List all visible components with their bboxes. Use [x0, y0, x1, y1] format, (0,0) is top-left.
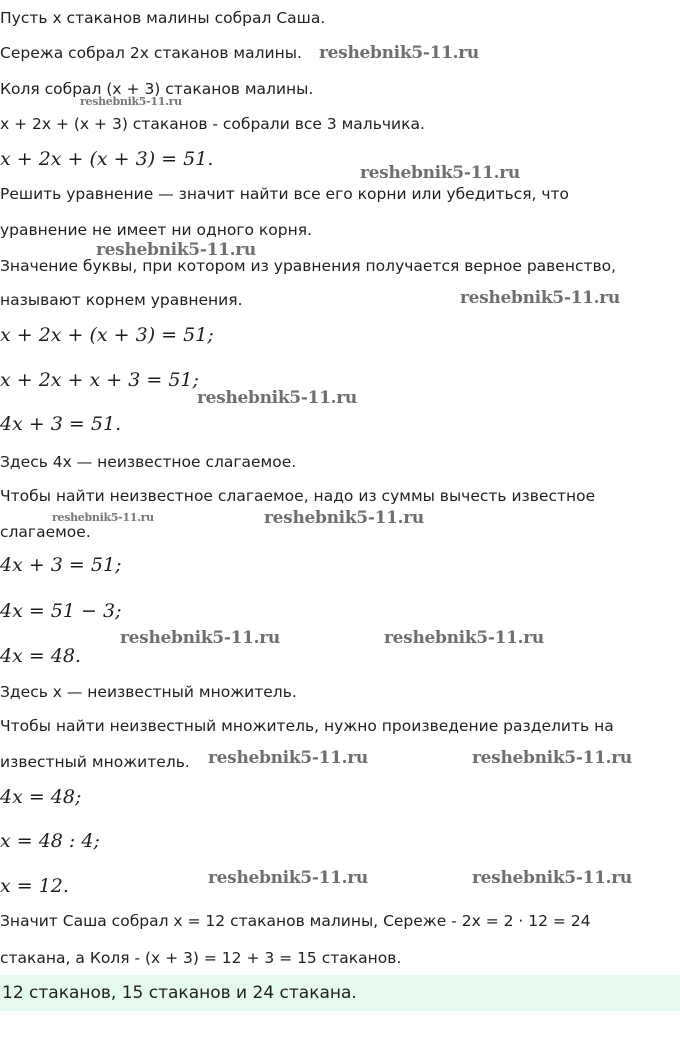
equation-line: 4x = 48;	[0, 786, 82, 808]
equation-line: x + 2x + (x + 3) = 51;	[0, 324, 214, 346]
watermark: reshebnik5-11.ru	[360, 163, 520, 183]
text-line: x + 2x + (x + 3) стаканов - собрали все 3 мальчика.	[0, 115, 425, 133]
equation-line: x + 2x + (x + 3) = 51.	[0, 148, 214, 170]
equation-line: x + 2x + x + 3 = 51;	[0, 369, 199, 391]
watermark: reshebnik5-11.ru	[208, 748, 368, 768]
text-line: слагаемое.	[0, 523, 91, 541]
text-line: Коля собрал (x + 3) стаканов малины.	[0, 80, 314, 98]
watermark: reshebnik5-11.ru	[208, 868, 368, 888]
watermark: reshebnik5-11.ru	[52, 511, 154, 524]
text-line: Решить уравнение — значит найти все его корни или убедиться, что	[0, 185, 570, 203]
answer-box	[0, 975, 680, 1011]
equation-line: 4x + 3 = 51.	[0, 413, 122, 435]
watermark: reshebnik5-11.ru	[80, 95, 182, 108]
text-line: Значит Саша собрал x = 12 стаканов малины, Сереже - 2x = 2 · 12 = 24	[0, 912, 591, 930]
text-line: Сережа собрал 2x стаканов малины.	[0, 44, 302, 62]
equation-line: 4x = 51 − 3;	[0, 600, 122, 622]
watermark: reshebnik5-11.ru	[264, 508, 424, 528]
equation-line: 4x + 3 = 51;	[0, 554, 122, 576]
watermark: reshebnik5-11.ru	[460, 288, 620, 308]
equation-line: x = 12.	[0, 875, 69, 897]
text-line: уравнение не имеет ни одного корня.	[0, 221, 312, 239]
text-line: Чтобы найти неизвестное слагаемое, надо из суммы вычесть известное	[0, 487, 596, 505]
watermark: reshebnik5-11.ru	[384, 628, 544, 648]
answer-text: 12 стаканов, 15 стаканов и 24 стакана.	[2, 983, 357, 1003]
text-line: Пусть x стаканов малины собрал Саша.	[0, 9, 326, 27]
text-line: Значение буквы, при котором из уравнения получается верное равенство,	[0, 257, 617, 275]
equation-line: x = 48 : 4;	[0, 830, 100, 852]
watermark: reshebnik5-11.ru	[197, 388, 357, 408]
text-line: Здесь 4x — неизвестное слагаемое.	[0, 453, 297, 471]
watermark: reshebnik5-11.ru	[472, 868, 632, 888]
watermark: reshebnik5-11.ru	[472, 748, 632, 768]
text-line: известный множитель.	[0, 753, 190, 771]
watermark: reshebnik5-11.ru	[319, 43, 479, 63]
equation-line: 4x = 48.	[0, 645, 82, 667]
text-line: стакана, а Коля - (x + 3) = 12 + 3 = 15 стаканов.	[0, 949, 402, 967]
text-line: называют корнем уравнения.	[0, 291, 243, 309]
watermark: reshebnik5-11.ru	[96, 240, 256, 260]
text-line: Здесь x — неизвестный множитель.	[0, 683, 297, 701]
text-line: Чтобы найти неизвестный множитель, нужно произведение разделить на	[0, 717, 614, 735]
watermark: reshebnik5-11.ru	[120, 628, 280, 648]
